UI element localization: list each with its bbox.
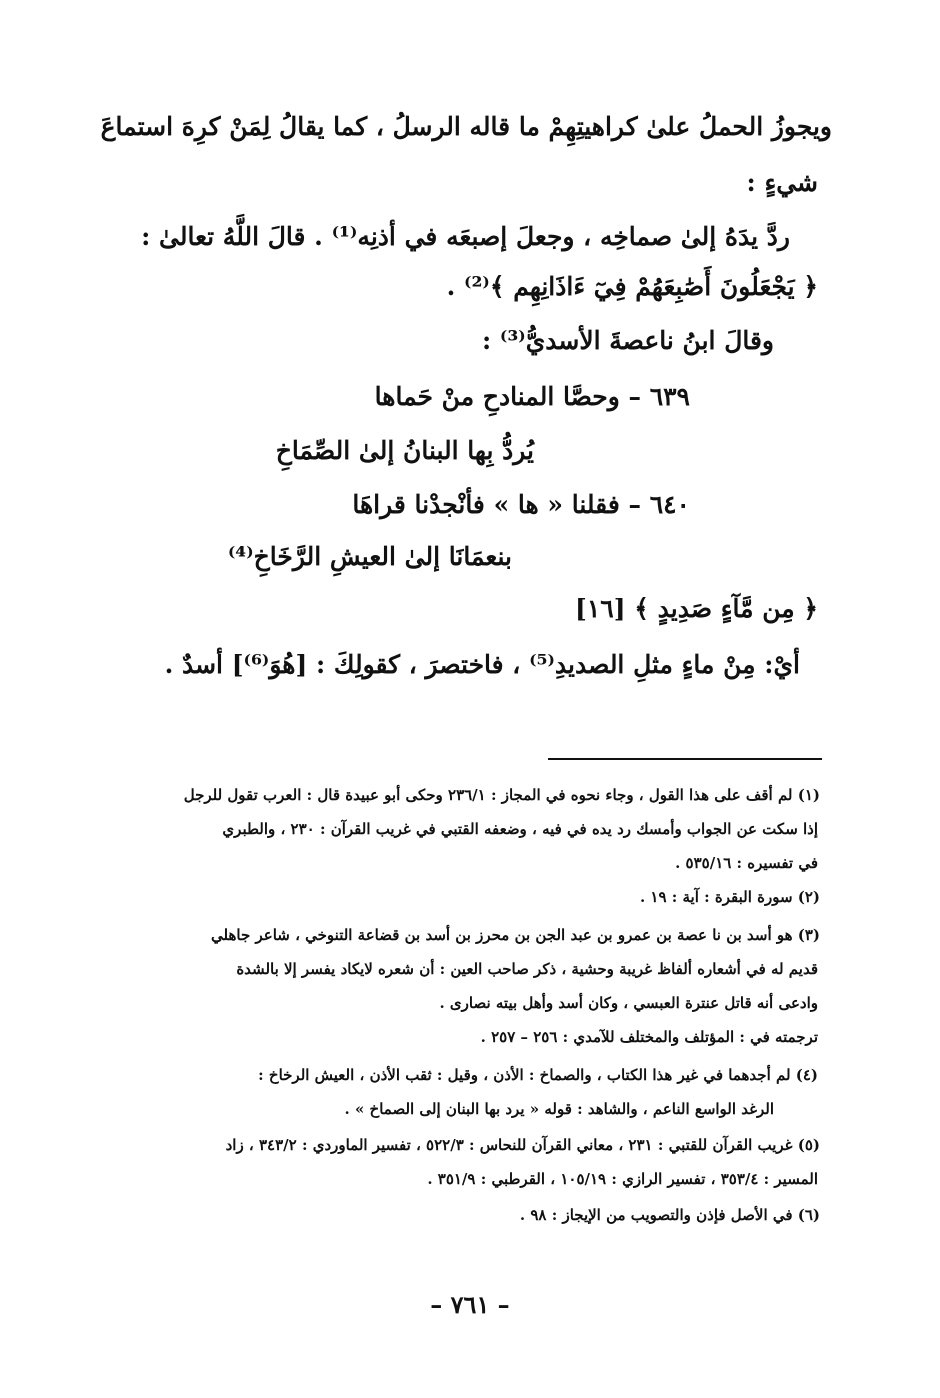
footnote-line: إذا سكت عن الجواب وأمسك رد يده في فيه ، وضعفه القتبي في غريب القرآن : ٢٣٠ ، والطبري [222,820,818,838]
footnote-line: الرغد الواسع الناعم ، والشاهد : قوله « يرد بها البنان إلى الصماخ » . [344,1100,774,1118]
paragraph-line: شيءٍ : [746,168,818,197]
poem-verse-hemistich: ٦٤٠ – فقلنا « ها » فأنْجدْنا قراهَا [352,490,690,519]
paragraph-line: أيْ: مِنْ ماءٍ مثلِ الصديدِ⁽⁵⁾ ، فاختصرَ ، كقولِكَ : [هُوَ⁽⁶⁾] أسدٌ . [164,650,800,679]
footnote-line: قديم له في أشعاره ألفاظ غريبة وحشية ، ذكر صاحب العين : أن شعره لايكاد يفسر إلا بالشدة [236,960,818,978]
poem-verse-hemistich: ٦٣٩ – وحصَّا المنادحِ منْ حَماها [374,382,690,411]
footnote-line: (٢) سورة البقرة : آية : ١٩ . [639,888,820,906]
paragraph-line: ويجوزُ الحملُ علىٰ كراهيتِهِمْ ما قاله الرسلُ ، كما يقالُ لِمَنْ كرِهَ استماعَ [100,112,832,141]
footnote-line: المسير : ٣٥٣/٤ ، تفسير الرازي : ١٠٥/١٩ ، القرطبي : ٣٥١/٩ . [427,1170,818,1188]
footnote-line: وادعى أنه قاتل عنترة العبسي ، وكان أسد وأهل بيته نصارى . [439,994,818,1012]
footnote-line: (١) لم أقف على هذا القول ، وجاء نحوه في المجاز : ٢٣٦/١ وحكى أبو عبيدة قال : العرب تقول للرجل [183,786,820,804]
footnote-line: في تفسيره : ٥٣٥/١٦ . [675,854,818,872]
paragraph-line: ردَّ يدَهُ إلىٰ صماخِه ، وجعلَ إصبعَه في أذنِه⁽¹⁾ . قالَ اللَّهُ تعالىٰ : [141,222,790,251]
footnote-line: (٦) في الأصل فإذن والتصويب من الإيجاز : ٩٨ . [519,1206,820,1224]
footnote-line: (٤) لم أجدهما في غير هذا الكتاب ، والصماخ : الأذن ، وقيل : ثقب الأذن ، العيش الرخاخ : [258,1066,818,1084]
footnote-line: ترجمته في : المؤتلف والمختلف للآمدي : ٢٥٦ – ٢٥٧ . [480,1028,818,1046]
footnote-separator [548,758,822,760]
page-number: – ٧٦١ – [430,1290,510,1319]
poet-intro: وقالَ ابنُ ناعصةَ الأسديُّ⁽³⁾ : [481,326,774,355]
quran-verse: ﴿ مِن مَّآءٍ صَدِيدٍ ﴾ [١٦] [575,594,818,623]
poem-verse-hemistich: يُردُّ بِها البنانُ إلىٰ الصِّمَاخِ [275,436,534,465]
footnote-line: (٣) هو أسد بن نا عصة بن عمرو بن عبد الجن بن محرز بن أسد بن قضاعة التنوخي ، شاعر جاهلي [211,926,820,944]
quran-verse: ﴿ يَجْعَلُونَ أَصَٰبِعَهُمْ فِيٓ ءَاذَانِهِم ﴾⁽²⁾ . [446,272,818,301]
poem-verse-hemistich: بنعمَانَا إلىٰ العيشِ الرَّخَاخِ⁽⁴⁾ [227,542,512,571]
footnote-line: (٥) غريب القرآن للقتبي : ٢٣١ ، معاني القرآن للنحاس : ٥٢٢/٣ ، تفسير الماوردي : ٣٤٣/٢ ، زاد [225,1136,820,1154]
